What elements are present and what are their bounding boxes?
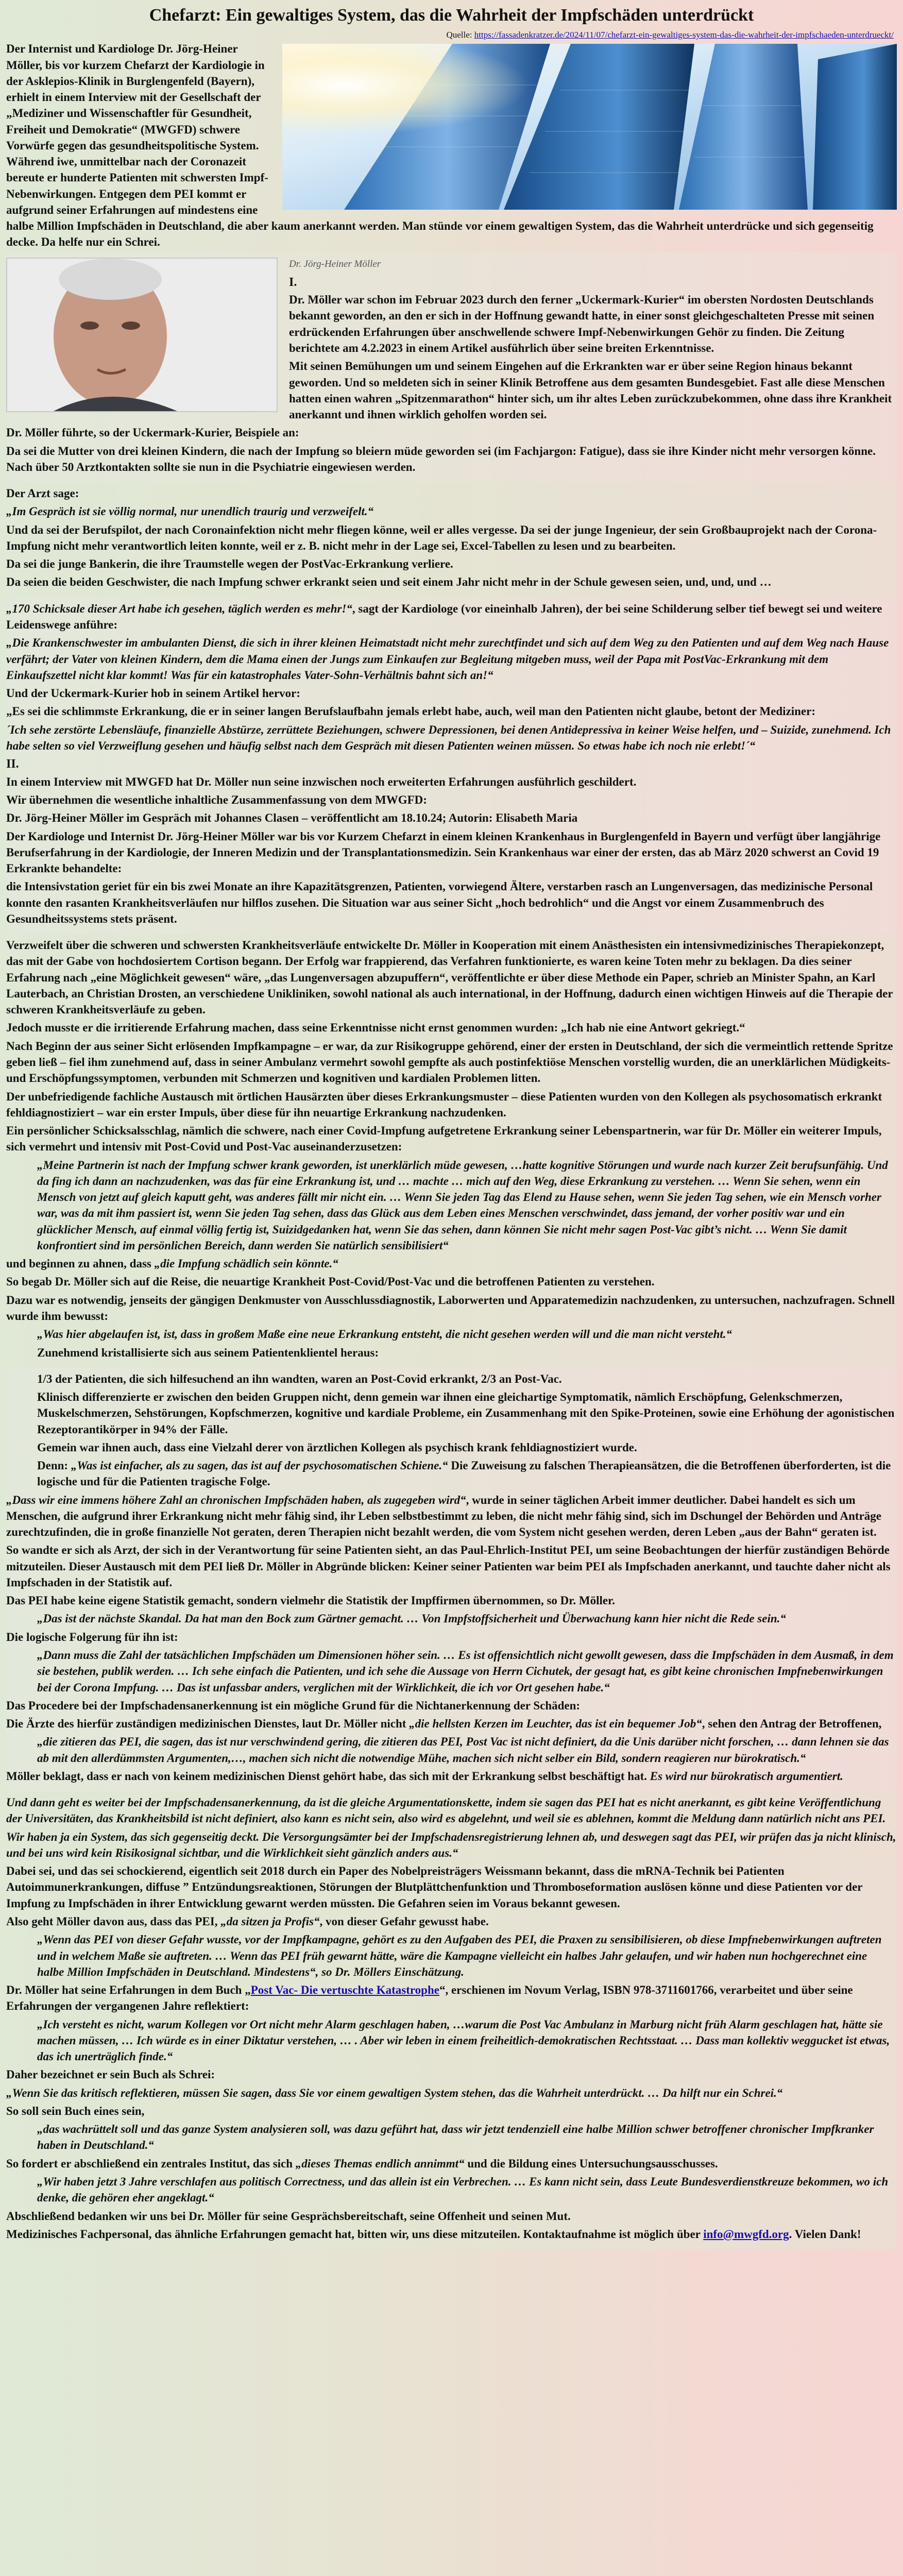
paragraph: 1/3 der Patienten, die sich hilfesuchend an ihn wandten, waren an Post-Covid erkrankt, 2/3 an Post-Vac. [37, 1372, 562, 1385]
paragraph: Der Arzt sage: [6, 487, 79, 500]
paragraph: So wandte er sich als Arzt, der sich in der Verantwortung für seine Patienten sieht, an das Paul-Ehrlich-Institut PEI, um seine Beobachtungen der hierfür zuständigen Behörde mitzuteilen. Dieser Austausch mit dem PEI ließ Dr. Möller in Abgründe blicken: Keiner seiner Patienten war beim PEI als Impfschaden anerkannt, und tauchte daher nicht als Impfschaden in der Statistik auf. [6, 1544, 891, 1589]
quote: Und dann geht es weiter bei der Impfschadensanerkennung, da ist die gleiche Argumentationskette, indem sie sagen das PEI hat es nicht anerkannt, es gibt keine Veröffentlichung der Universitäten, das Krankheitsbild ist nicht definiert, also kann es nicht sein, also wird es abgelehnt, und weil sie es ablehnen, kommt die Meldung dann natürlich nicht ans PEI. [6, 1796, 886, 1825]
quote: „die hellsten Kerzen im Leuchter, das ist ein bequemer Job“ [409, 1717, 702, 1731]
paragraph [6, 2156, 897, 2172]
paragraph: „Es sei die schlimmste Erkrankung, die er in seiner langen Berufslaufbahn jemals erlebt habe, auch, weil man den Patienten nicht glaube, betont der Mediziner: [6, 705, 816, 718]
text: Denn: [37, 1459, 71, 1472]
text: , von dieser Gefahr gewusst habe. [319, 1915, 489, 1928]
quote: „die Impfung schädlich sein könnte.“ [154, 1257, 338, 1270]
text: Also geht Möller davon aus, dass das PEI, [6, 1915, 221, 1928]
text: Dr. Möller hat seine Erfahrungen in dem Buch „ [6, 1984, 251, 1997]
paragraph: Und da sei der Berufspilot, der nach Coronainfektion nicht mehr fliegen könne, weil er alles vergesse. Da sei der junge Ingenieur, der sein Großbauprojekt nach der Corona-Impfung nicht mehr verantwortlich leiten konnte, weil er z. B. nicht mehr in der Lage sei, Excel-Tabellen zu lesen und zu bearbeiten. [6, 523, 877, 552]
quote: „Was ist einfacher, als zu sagen, das ist auf der psychosomatischen Schiene.“ [71, 1459, 448, 1472]
text: , sehen den Antrag der Betroffenen, [702, 1717, 882, 1731]
section-part-5 [6, 1368, 897, 1791]
paragraph [6, 1492, 897, 1540]
section-part-2 [6, 482, 897, 598]
text: “, erschienen im Novum Verlag, ISBN 978-3711601766, verarbeitet und über seine Erfahrungen der vergangenen Jahre reflektiert: [6, 1984, 853, 2013]
paragraph [6, 1256, 897, 1272]
intro-paragraph: Der Internist und Kardiologe Dr. Jörg-Heiner Möller, bis vor kurzem Chefarzt der Kardiologie in der Asklepios-Klinik in Burglengenfeld (Bayern), erhielt in einem Interview mit der Gesellschaft der „Mediziner und Wissenschaftler für Gesundheit, Freiheit und Demokratie“ (MWGFD) schwere Vorwürfe gegen das gesundheitspolitische System. Während iwe, unmittelbar nach der Coronazeit bereute er hunderte Patienten mit schwersten Impf-Nebenwirkungen. Entgegen dem PEI kommt er aufgrund seiner Erfahrungen auf mindestens eine halbe Million Impfschäden in Deutschland, die aber kaum anerkannt werden. Man stünde vor einem gewaltigen System, das die Wahrheit unterdrücke und sich gegenseitig decke. Da helfe nur ein Schrei. [6, 42, 874, 249]
quote: „Die Krankenschwester im ambulanten Dienst, die sich in ihrer kleinen Heimatstadt nicht mehr zurechtfindet und sich auf dem Weg zu den Patienten und auf dem Weg nach Hause verfährt; der Vater von kleinen Kindern, dem die Mama einen der Jungs zum Einkaufen zur Begleitung mitgeben muss, weil der Papa mit PostVac-Erkrankung mit dem Einkaufszettel nicht klar kommt! Was für ein katastrophales Vater-Sohn-Verhältnis bahnt sich an!“ [6, 636, 889, 682]
text: , sagt der Kardiologe (vor eineinhalb Jahren), der bei seine Schilderung selber tief bewegt sei und weitere Leidenswege anführe: [6, 602, 882, 631]
section-part-3 [6, 598, 897, 934]
paragraph [6, 1913, 897, 1929]
source-link[interactable]: https://fassadenkratzer.de/2024/11/07/chefarzt-ein-gewaltiges-system-das-die-wahrheit-der-impfschaeden-unterdrueckt/ [474, 30, 894, 40]
section-heading-2: II. [6, 757, 19, 771]
paragraph: So begab Dr. Möller sich auf die Reise, die neuartige Krankheit Post-Covid/Post-Vac und die betroffenen Patienten zu verstehen. [6, 1275, 655, 1289]
quote: ´Ich sehe zerstörte Lebensläufe, finanzielle Abstürze, zerrüttete Beziehungen, schwere Depressionen, bei denen Antidepressiva in keiner Weise helfen, und – Suizide, zunehmend. Ich habe selten so viel Verzweiflung gesehen und häufig selbst nach dem Gespräch mit diesen Patienten weinen müssen. So etwas habe ich noch nie erlebt!´“ [6, 723, 891, 752]
email-link[interactable]: info@mwgfd.org [703, 2227, 789, 2241]
source-label: Quelle: [446, 30, 472, 40]
paragraph: Zunehmend kristallisierte sich aus seinem Patientenklientel heraus: [37, 1346, 379, 1359]
paragraph: die Intensivstation geriet für ein bis zwei Monate an ihre Kapazitätsgrenzen, Patienten, vorwiegend Ältere, verstarben rasch an Lungenversagen, das medizinische Personal konnte den rasanten Krankheitsverläufen nur hilflos zusehen. Die Situation war aus seiner Sicht „hoch bedrohlich“ und die Angst vor einem Zusammenbruch des Gesundheitssystems stets präsent. [6, 880, 873, 925]
paragraph [6, 1458, 897, 1490]
paragraph: Klinisch differenzierte er zwischen den beiden Gruppen nicht, denn gemein war ihnen eine gleichartige Symptomatik, nämlich Erschöpfung, Gelenkschmerzen, Muskelschmerzen, Sehstörungen, Kopfschmerzen, kognitive und kardiale Probleme, ein Zusammenhang mit den Spike-Proteinen, sowie eine Erhöhung der agonistischen Rezeptorantikörper in 94% der Fälle. [37, 1391, 895, 1436]
quote: Es wird nur bürokratisch argumentiert. [650, 1769, 843, 1783]
text: und die Bildung eines Untersuchungsausschusses. [464, 2157, 718, 2170]
paragraph: Das PEI habe keine eigene Statistik gemacht, sondern vielmehr die Statistik der Impffirmen übernommen, so Dr. Möller. [6, 1594, 615, 1607]
section-part-4 [6, 934, 897, 1368]
quote: „das wachrüttelt soll und das ganze System analysieren soll, was dazu geführt hat, dass wir jetzt tendenziell eine halbe Million schwer betroffener chronischer Impfkranker haben in Deutschland.“ [37, 2123, 874, 2152]
paragraph: Daher bezeichnet er sein Buch als Schrei: [6, 2068, 215, 2081]
paragraph: Die logische Folgerung für ihn ist: [6, 1630, 178, 1643]
paragraph: Der Kardiologe und Internist Dr. Jörg-Heiner Möller war bis vor Kurzem Chefarzt in einem kleinen Krankenhaus in Burglengenfeld in Bayern und verfügt über langjährige Berufserfahrung in der Kardiologie, der Inneren Medizin und der Transplantationsmedizin. Sein Krankenhaus war einer der ersten, das ab März 2020 schwerst an Covid 19 Erkrankte behandelte: [6, 829, 881, 875]
text: . Vielen Dank! [789, 2227, 861, 2241]
paragraph: In einem Interview mit MWGFD hat Dr. Möller nun seine inzwischen noch erweiterten Erfahrungen ausführlich geschildert. [6, 775, 637, 788]
text: Die Ärzte des hierfür zuständigen medizinischen Dienstes, laut Dr. Möller nicht [6, 1717, 410, 1731]
quote: „Im Gespräch ist sie völlig normal, nur unendlich traurig und verzweifelt.“ [6, 505, 374, 518]
text: , wurde in seiner täglichen Arbeit immer deutlicher. Dabei handelt es sich um Menschen, die aufgrund ihrer Erkrankung nicht mehr fähig sind, ihr Leben selbstbestimmt zu leben, die nicht mehr fähig sind, sich im Dschungel der Behörden und Anträge zurechtzufinden, die in große finanzielle Not geraten, deren Therapien nicht bezahlt werden, die vom System nicht gesehen werden, deren Leben „aus der Bahn“ geraten ist. [6, 1493, 882, 1539]
text: Die Zuweisung zu falschen Therapieansätzen, die die Betroffenen überforderten, ist die logische und für die Patienten tragische Folge. [37, 1459, 891, 1488]
paragraph: Der unbefriedigende fachliche Austausch mit örtlichen Hausärzten über dieses Erkrankungsmuster – diese Patienten wurden von den Kollegen als psychosomatisch erkrankt fehldiagnostiziert – war ein erster Impuls, über diese für ihn neuartige Erkrankung nachzudenken. [6, 1090, 882, 1119]
source-line [6, 29, 894, 41]
paragraph: Mit seinen Bemühungen um und seinem Eingehen auf die Erkrankten war er über seine Region hinaus bekannt geworden. Und so meldeten sich in seiner Klinik Betroffene aus dem gesamten Bundesgebiet. Fast alle diese Menschen hatten einen wahren „Spitzenmarathon“ hinter sich, um ihr altes Leben zurückzubekommen, ohne dass ihre Krankheit anerkannt und ihnen wirklich geholfen worden sei. [289, 360, 892, 421]
section-part-1 [6, 252, 897, 482]
portrait-illustration [7, 259, 277, 411]
quote: „Das ist der nächste Skandal. Da hat man den Bock zum Gärtner gemacht. … Von Impfstoffsicherheit und Überwachung kann hier nicht die Rede sein.“ [37, 1612, 786, 1625]
paragraph: Dazu war es notwendig, jenseits der gängigen Denkmuster von Ausschlussdiagnostik, Laborwerten und Apparatemedizin nachzudenken, zu untersuchen, nachzufragen. Schnell wurde ihm bewusst: [6, 1293, 895, 1323]
book-link[interactable]: Post Vac- Die vertuschte Katastrophe [250, 1984, 439, 1997]
quote: „die zitieren das PEI, die sagen, das ist nur verschwindend gering, die zitieren das PEI, Post Vac ist nicht definiert, da die Unis darüber nicht forschen, … dann lehnen sie das ab mit den allerdümmsten Argumenten,…, machen sich nicht die notwendige Mühe, machen sich nicht selber ein Bild, sondern reagieren nur bürokratisch.“ [37, 1735, 889, 1765]
quote: „da sitzen ja Profis“ [220, 1915, 320, 1928]
skyscraper-image [282, 44, 897, 210]
paragraph: Das Procedere bei der Impfschadensanerkennung ist ein mögliche Grund für die Nichtanerkennung der Schäden: [6, 1699, 581, 1712]
paragraph [6, 1982, 897, 2014]
paragraph: Und der Uckermark-Kurier hob in seinem Artikel hervor: [6, 687, 300, 700]
text: und beginnen zu ahnen, dass [6, 1257, 155, 1270]
text: Möller beklagt, dass er nach von keinem medizinischen Dienst gehört habe, das sich mit der Erkrankung selbst beschäftigt hat. [6, 1769, 650, 1783]
section-part-6 [6, 1791, 897, 2249]
page-title: Chefarzt: Ein gewaltiges System, das die Wahrheit der Impfschäden unterdrückt [149, 6, 754, 25]
paragraph: Da sei die Mutter von drei kleinen Kindern, die nach der Impfung so bleiern müde geworden sei (im Fachjargon: Fatigue), dass sie ihre Kinder nicht mehr versorgen könne. Nach über 50 Arztkontakten sollte sie nun in die Psychiatrie eingewiesen werden. [6, 444, 876, 473]
quote: Wir haben ja ein System, das sich gegenseitig deckt. Die Versorgungsämter bei der Impfschadensregistrierung lehnen ab, und deswegen sagt das PEI, wir prüfen das ja nicht klinisch, und bei uns wird kein Risikosignal sichtbar, und die Wirklichkeit sieht gänzlich anders aus.“ [6, 1830, 896, 1859]
quote: „Was hier abgelaufen ist, ist, dass in großem Maße eine neue Erkrankung entsteht, die nicht gesehen werden will und die man nicht versteht.“ [37, 1328, 732, 1341]
paragraph: Dr. Möller war schon im Februar 2023 durch den ferner „Uckermark-Kurier“ im obersten Nordosten Deutschlands bekannt geworden, an den er sich in der Hoffnung gewandt hatte, in einer sonst gleichgeschalteten Presse mit seinen erdrückenden Erfahrungen über anschwellende schwere Impf-Nebenwirkungen Gehör zu finden. Die Zeitung berichtete am 4.2.2023 in einem Artikel ausführlich über seine breiten Erkenntnisse. [289, 293, 875, 354]
paragraph [6, 2226, 897, 2242]
paragraph [6, 1768, 897, 1784]
text: So fordert er abschließend ein zentrales Institut, das sich [6, 2157, 296, 2170]
paragraph: Dr. Möller führte, so der Uckermark-Kurier, Beispiele an: [6, 426, 299, 439]
paragraph: Ein persönlicher Schicksalsschlag, nämlich die schwere, nach einer Covid-Impfung aufgetretene Erkrankung seiner Lebenspartnerin, war für Dr. Möller ein weiterer Impuls, sich vermehrt und intensiv mit Post-Covid und Post-Vac auseinanderzusetzen: [6, 1124, 882, 1154]
paragraph: Da seien die beiden Geschwister, die nach Impfung schwer erkrankt seien und seit einem Jahr nicht mehr in der Schule gewesen seien, und, und, und … [6, 575, 772, 589]
paragraph: Jedoch musste er die irritierende Erfahrung machen, dass seine Erkenntnisse nicht ernst genommen wurden: „Ich hab nie eine Antwort gekriegt.“ [6, 1021, 745, 1035]
quote: „Ich versteht es nicht, warum Kollegen vor Ort nicht mehr Alarm geschlagen haben, …warum die Post Vac Ambulanz in Marburg nicht früh Alarm geschlagen hat, hätte sie machen müssen, … Ich würde es in einer Diktatur verstehen, … . Aber wir leben in einem freiheitlich-demokratischen Rechtsstaat. … Dass man kollektiv weggucket ist etwas, das ich unerträglich finde.“ [37, 2018, 890, 2063]
quote: „Wir haben jetzt 3 Jahre verschlafen aus politisch Correctness, und das allein ist ein Verbrechen. … Es kann nicht sein, dass Leute Bundesverdienstkreuze bekommen, wo ich denke, die gehören eher angeklagt.“ [37, 2175, 889, 2205]
portrait-image [6, 258, 278, 412]
text: Medizinisches Fachpersonal, das ähnliche Erfahrungen gemacht hat, bitten wir, uns diese mitzuteilen. Kontaktaufnahme ist möglich über [6, 2227, 704, 2241]
paragraph: Verzweifelt über die schweren und schwersten Krankheitsverläufe entwickelte Dr. Möller in Kooperation mit einem Anästhesisten ein intensivmedizinisches Therapiekonzept, das mit der Gabe von hochdosiertem Cortison begann. Der Erfolg war frappierend, das Verfahren funktionierte, es waren keine Toten mehr zu beklagen. Da dies seiner Erfahrung nach „eine Möglichkeit gewesen“ wäre, „das Lungenversagen abzupuffern“, veröffentlichte er über diese Methode ein Paper, schrieb an Minister Spahn, an Karl Lauterbach, an Christian Drosten, an verschiedene Unikliniken, sowohl national als auch international, in der Hoffnung, dadurch einen wichtigen Hinweis auf die Therapie der schweren Krankheitsverläufe zu geben. [6, 939, 893, 1016]
quote: „Meine Partnerin ist nach der Impfung schwer krank geworden, ist unerklärlich müde gewesen, …hatte kognitive Störungen und wurde nach kurzer Zeit berufsunfähig. Und da fing ich dann an nachzudenken, was das für eine Erkrankung ist, und … machte … mich auf den Weg, diese Erkrankung zu verstehen. … Wenn Sie sehen, wenn ein Mensch von jetzt auf gleich kaputt geht, was anderes fällt mir nicht ein. … Wenn Sie jeden Tag das Elend zu Hause sehen, wenn Sie jeden Tag sehen, wie ein Mensch vorher war, was da mit ihm passiert ist, wenn Sie jeden Tag sehen, dass das Glück aus dem Leben eines Menschen verschwindet, dass jemand, der vorher positiv war und ein glücklicher Mensch, auf einmal völlig fertig ist, Suizidgedanken hat, wenn Sie das sehen, dann können Sie nicht mehr sagen Post-Vac gibt’s nicht. … Wenn Sie damit konfrontiert sind im persönlichen Bereich, dann werden Sie natürlich sensibilisiert“ [37, 1158, 888, 1252]
paragraph: Wir übernehmen die wesentliche inhaltliche Zusammenfassung von dem MWGFD: [6, 793, 427, 806]
skyscraper-illustration [282, 44, 897, 210]
quote: „Dass wir eine immens höhere Zahl an chronischen Impfschäden haben, als zugegeben wird“ [6, 1493, 466, 1506]
section-heading-1: I. [289, 275, 297, 289]
quote: „dieses Themas endlich annimmt“ [295, 2157, 465, 2170]
paragraph: Gemein war ihnen auch, dass eine Vielzahl derer von ärztlichen Kollegen als psychisch krank fehldiagnostiziert wurde. [37, 1440, 637, 1454]
paragraph: Dr. Jörg-Heiner Möller im Gespräch mit Johannes Clasen – veröffentlicht am 18.10.24; Autorin: Elisabeth Maria [6, 811, 578, 825]
portrait-caption: Dr. Jörg-Heiner Möller [289, 258, 381, 269]
paragraph: So soll sein Buch eines sein, [6, 2104, 145, 2117]
quote: „170 Schicksale dieser Art habe ich gesehen, täglich werden es mehr!“ [6, 602, 352, 615]
paragraph [6, 1716, 897, 1732]
paragraph: Nach Beginn der aus seiner Sicht erlösenden Impfkampagne – er war, da zur Risikogruppe gehörend, einer der ersten in Deutschland, der sich die vermeintlich rettende Spritze geben ließ – fiel ihm zunehmend auf, dass in seiner Ambulanz vermehrt sowohl gempfte als auch postinfektiöse Menschen vorstellig wurden, die an unerklärlichen Müdigkeits- und Erschöpfungssymptomen, verbunden mit Schmerzen und kognitiven und kardialen Problemen litten. [6, 1039, 893, 1085]
quote: „Dann muss die Zahl der tatsächlichen Impfschäden um Dimensionen höher sein. … Es ist offensichtlich nicht gewollt gewesen, dass die Impfschäden in dem Ausmaß, in dem sie bestehen, publik werden. … Ich sehe einfach die Patienten, und ich sehe die Aussage von Herrn Cichutek, der gesagt hat, es gibt keine chronischen Impfnebenwirkungen bei der Corona Impfung. … Das ist unfassbar anders, verglichen mit der Wirklichkeit, die ich vor Ort gesehen habe.“ [37, 1649, 894, 1694]
paragraph [6, 601, 897, 633]
paragraph: Abschließend bedanken wir uns bei Dr. Möller für seine Gesprächsbereitschaft, seine Offenheit und seinen Mut. [6, 2209, 571, 2223]
paragraph: Dabei sei, und das sei schockierend, eigentlich seit 2018 durch ein Paper des Nobelpreisträgers Weissmann bekannt, dass die mRNA-Technik bei Patienten Autoimmunerkrankungen, diffuse ” Entzündungsreaktionen, Störungen der Blutplättchenfunktion und Thromboseformation auslösen könne und diese Patienten vor der Impfung zu Impfschäden in ihrer Entwicklung gewarnt werden müssten. Die Gefahren seien im Voraus bekannt gewesen. [6, 1865, 863, 1910]
quote: „Wenn Sie das kritisch reflektieren, müssen Sie sagen, dass Sie vor einem gewaltigen System stehen, das die Wahrheit unterdrückt. … Da hilft nur ein Schrei.“ [6, 2086, 783, 2099]
paragraph: Da sei die junge Bankerin, die ihre Traumstelle wegen der PostVac-Erkrankung verliere. [6, 557, 453, 571]
quote: „Wenn das PEI von dieser Gefahr wusste, vor der Impfkampagne, gehört es zu den Aufgaben des PEI, die Praxen zu sensibilisieren, ob diese Impfnebenwirkungen auftreten und in welchem Maße sie auftreten. … Wenn das PEI früh gewarnt hätte, wäre die Kampagne vielleicht ein halbes Jahr gelaufen, und wir haben nun hochgerechnet eine halbe Million Impfschäden in Deutschland. Mindestens“, so Dr. Möllers Einschätzung. [37, 1933, 882, 1978]
